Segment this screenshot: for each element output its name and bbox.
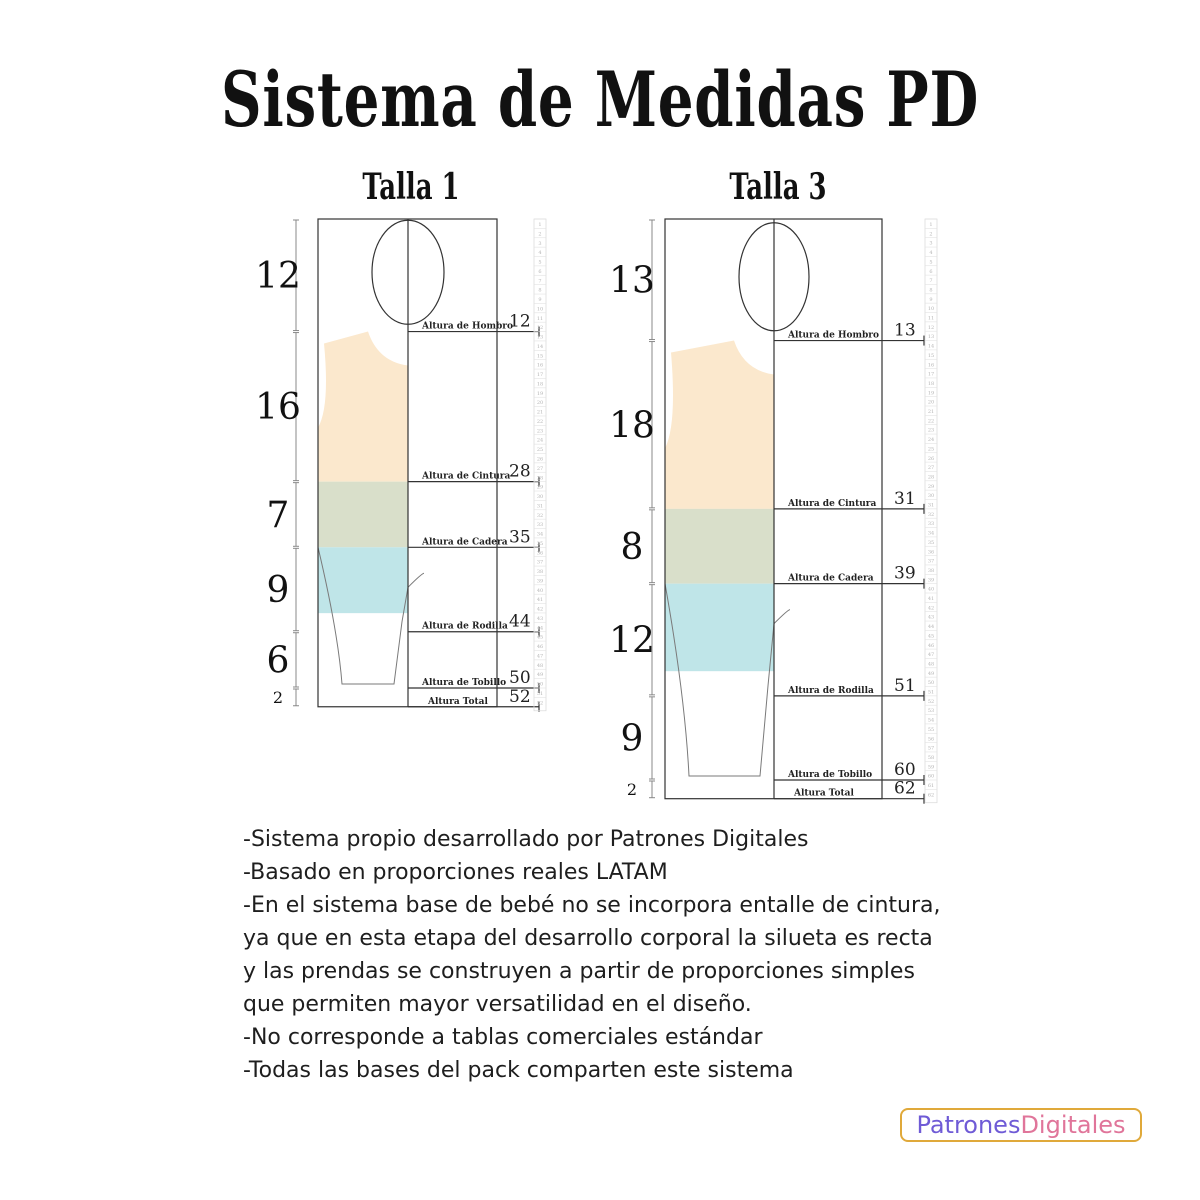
ruler-number: 10: [536, 306, 544, 313]
ruler-number: 6: [538, 268, 542, 275]
ruler-number: 60: [927, 773, 935, 780]
ruler-number: 31: [927, 502, 935, 509]
ruler-number: 20: [536, 400, 544, 407]
ruler-number: 47: [927, 652, 935, 659]
note-line: que permiten mayor versatilidad en el diseño.: [243, 992, 752, 1017]
segment-value: 8: [620, 526, 644, 568]
ruler-number: 28: [927, 474, 935, 481]
ruler-number: 33: [536, 522, 544, 529]
ruler-number: 39: [927, 577, 935, 584]
ruler-number: 12: [927, 324, 935, 331]
ruler-number: 22: [927, 418, 935, 425]
brand-part-1: Patrones: [916, 1111, 1021, 1139]
ruler-number: 9: [538, 297, 542, 304]
ruler-number: 48: [927, 661, 935, 668]
ruler-number: 13: [536, 334, 544, 341]
ruler-number: 9: [929, 296, 933, 303]
level-value: 39: [894, 563, 916, 584]
ruler-number: 5: [929, 259, 933, 266]
level-value: 35: [509, 527, 531, 548]
ruler-number: 15: [927, 352, 935, 359]
brand-logo: [900, 1108, 1142, 1142]
notes-list: [243, 823, 1003, 1087]
torso-region: [665, 341, 774, 509]
ruler-number: 17: [927, 371, 935, 378]
ruler-number: 19: [927, 390, 935, 397]
ruler-number: 16: [927, 362, 935, 369]
hip-band: [318, 547, 408, 613]
level-label: Altura de Cintura: [788, 498, 877, 509]
level-label: Altura de Cadera: [422, 537, 508, 548]
level-value: 28: [509, 461, 531, 482]
segment-value: 7: [266, 495, 290, 537]
ruler-number: 56: [927, 736, 935, 743]
note-line: -En el sistema base de bebé no se incorpora entalle de cintura,: [243, 893, 941, 918]
note-line: ya que en esta etapa del desarrollo corporal la silueta es recta: [243, 926, 933, 951]
ruler-number: 43: [927, 614, 935, 621]
ruler-number: 35: [927, 539, 935, 546]
ruler-number: 44: [927, 624, 935, 631]
ruler-number: 55: [927, 726, 935, 733]
level-label: Altura de Tobillo: [788, 770, 873, 780]
ruler-number: 38: [536, 569, 544, 576]
level-label: Altura de Rodilla: [422, 621, 508, 632]
level-value: 13: [894, 320, 916, 341]
segment-value: 9: [620, 718, 644, 760]
ruler-number: 22: [536, 418, 544, 425]
ruler-number: 31: [536, 503, 544, 510]
level-value: 60: [894, 760, 916, 780]
segment-value: 13: [609, 260, 655, 302]
size-title-3: Talla 3: [729, 166, 827, 208]
ruler-number: 3: [929, 240, 933, 247]
ruler-number: 23: [927, 427, 935, 434]
ruler-number: 42: [536, 606, 544, 613]
ruler-number: 32: [927, 511, 935, 518]
ruler-number: 47: [536, 653, 544, 660]
ruler-number: 59: [927, 764, 935, 771]
segment-value: 16: [255, 387, 301, 429]
ruler-number: 32: [536, 512, 544, 519]
ruler-number: 49: [927, 670, 935, 677]
ruler-number: 42: [927, 605, 935, 612]
ruler-number: 46: [536, 644, 544, 651]
ruler-number: 28: [536, 475, 544, 482]
ruler-number: 54: [927, 717, 935, 724]
ruler-number: 46: [927, 642, 935, 649]
ruler-number: 51: [536, 691, 544, 697]
ruler-number: 33: [927, 521, 935, 528]
ruler-number: 21: [927, 409, 935, 415]
segment-value: 18: [609, 405, 655, 447]
level-value: 31: [894, 488, 916, 509]
ruler-number: 12: [536, 325, 544, 332]
level-label: Altura de Rodilla: [788, 685, 874, 696]
ruler-number: 45: [927, 633, 935, 640]
note-line: -Todas las bases del pack comparten este sistema: [243, 1058, 794, 1083]
ruler-number: 34: [536, 531, 544, 538]
level-value: 12: [509, 311, 531, 332]
level-label: Altura de Hombro: [788, 330, 880, 341]
ruler-number: 24: [536, 437, 544, 444]
level-label: Altura de Cadera: [788, 573, 874, 584]
segment-value: 2: [272, 687, 284, 707]
size-title-1: Talla 1: [362, 166, 460, 208]
ruler-number: 6: [929, 268, 933, 275]
ruler-number: 3: [538, 240, 542, 247]
ruler-number: 37: [536, 559, 544, 566]
segment-value: 9: [266, 570, 290, 612]
ruler-number: 17: [536, 372, 544, 379]
ruler-number: 11: [536, 315, 544, 322]
waist-band: [318, 482, 408, 548]
ruler-number: 1: [929, 222, 933, 228]
ruler-number: 11: [927, 315, 935, 322]
ruler-number: 25: [536, 447, 544, 454]
ruler-number: 38: [927, 567, 935, 574]
ruler-number: 34: [927, 530, 935, 537]
ruler-number: 36: [927, 549, 935, 556]
level-value: 52: [509, 686, 531, 707]
ruler-number: 39: [536, 578, 544, 585]
segment-value: 2: [626, 779, 638, 799]
ruler-number: 18: [927, 380, 935, 387]
ruler-number: 21: [536, 409, 544, 416]
ruler-number: 2: [538, 231, 542, 238]
ruler-number: 8: [929, 287, 933, 294]
ruler-number: 20: [927, 399, 935, 406]
ruler-number: 5: [538, 259, 542, 266]
ruler-number: 7: [538, 278, 542, 285]
ruler-number: 13: [927, 334, 935, 341]
ruler-number: 19: [536, 390, 544, 397]
ruler-number: 44: [536, 625, 544, 632]
ruler-number: 29: [927, 483, 935, 490]
level-label: Altura de Tobillo: [422, 678, 507, 688]
segment-value: 12: [255, 255, 301, 297]
torso-region: [318, 332, 408, 482]
ruler-number: 14: [536, 343, 544, 350]
page-title: Sistema de Medidas PD: [221, 55, 979, 144]
ruler-number: 52: [536, 700, 544, 707]
ruler-number: 14: [927, 343, 935, 350]
ruler-number: 4: [538, 250, 542, 257]
ruler-number: 2: [929, 231, 933, 238]
ruler-number: 61: [927, 783, 935, 789]
note-line: -Sistema propio desarrollado por Patrones Digitales: [243, 827, 809, 852]
ruler-number: 41: [536, 597, 544, 604]
level-label: Altura de Cintura: [422, 471, 511, 482]
level-value: 44: [509, 611, 531, 632]
ruler-number: 48: [536, 662, 544, 669]
note-line: -Basado en proporciones reales LATAM: [243, 860, 668, 885]
ruler-number: 8: [538, 287, 542, 294]
ruler-number: 40: [927, 586, 935, 593]
ruler-number: 30: [927, 493, 935, 500]
ruler-number: 16: [536, 362, 544, 369]
ruler-number: 7: [929, 278, 933, 285]
ruler-number: 57: [927, 745, 935, 752]
ruler-number: 41: [927, 596, 935, 602]
level-label: Altura de Hombro: [422, 321, 514, 332]
note-line: -No corresponde a tablas comerciales estándar: [243, 1025, 763, 1050]
ruler-number: 50: [927, 680, 935, 687]
ruler-number: 53: [927, 708, 935, 715]
ruler-number: 36: [536, 550, 544, 557]
hip-band: [665, 584, 774, 672]
level-label: Altura Total: [794, 788, 854, 799]
segment-value: 12: [609, 620, 655, 662]
waist-band: [665, 509, 774, 584]
brand-part-2: Digitales: [1020, 1111, 1126, 1139]
ruler-number: 24: [927, 437, 935, 444]
ruler-number: 30: [536, 494, 544, 501]
ruler-number: 26: [536, 456, 544, 463]
level-label: Altura Total: [428, 696, 488, 707]
ruler-number: 25: [927, 446, 935, 453]
ruler-number: 40: [536, 587, 544, 594]
ruler-number: 43: [536, 615, 544, 622]
ruler-number: 58: [927, 754, 935, 761]
ruler-number: 45: [536, 634, 544, 641]
ruler-number: 15: [536, 353, 544, 360]
level-value: 51: [894, 675, 916, 696]
ruler-number: 50: [536, 681, 544, 688]
ruler-number: 49: [536, 672, 544, 679]
ruler-number: 27: [927, 465, 935, 472]
ruler-number: 18: [536, 381, 544, 388]
segment-value: 6: [266, 640, 290, 682]
ruler-number: 51: [927, 689, 935, 696]
ruler-number: 23: [536, 428, 544, 435]
ruler-number: 4: [929, 250, 933, 257]
ruler-number: 10: [927, 306, 935, 313]
note-line: y las prendas se construyen a partir de proporciones simples: [243, 959, 915, 984]
ruler-number: 27: [536, 465, 544, 472]
ruler-number: 35: [536, 540, 544, 547]
ruler-number: 26: [927, 455, 935, 462]
ruler-number: 1: [538, 222, 542, 228]
level-value: 62: [894, 778, 916, 799]
level-value: 50: [509, 668, 531, 688]
ruler-number: 52: [927, 698, 935, 705]
ruler-number: 62: [927, 792, 935, 799]
ruler-number: 29: [536, 484, 544, 491]
ruler-number: 37: [927, 558, 935, 565]
